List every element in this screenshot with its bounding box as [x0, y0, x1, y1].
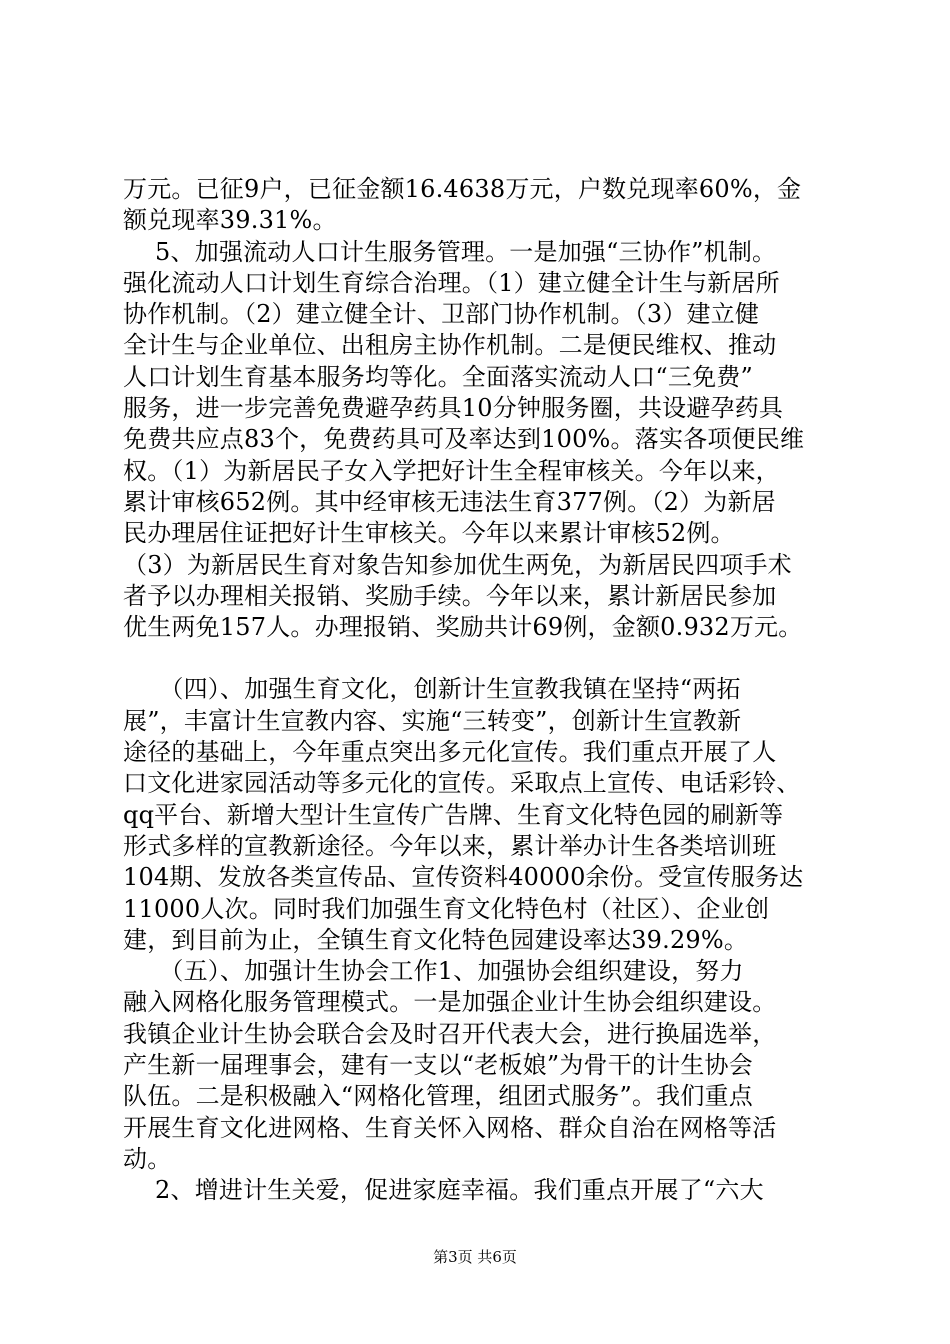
text-line: （四）、加强生育文化，创新计生宣教我镇在坚持“两拓	[123, 675, 741, 704]
text-line: 我镇企业计生协会联合会及时召开代表大会，进行换届选举，	[123, 1019, 777, 1048]
text-line: 展”，丰富计生宣教内容、实施“三转变”，创新计生宣教新	[123, 706, 742, 735]
text-line: （3）为新居民生育对象告知参加优生两免，为新居民四项手术	[123, 550, 792, 579]
text-line: 形式多样的宣教新途径。今年以来，累计举办计生各类培训班	[123, 831, 777, 860]
text-line: 权。（1）为新居民子女入学把好计生全程审核关。今年以来，	[123, 456, 780, 485]
text-line: 服务，进一步完善免费避孕药具10分钟服务圈，共设避孕药具	[123, 394, 784, 423]
text-line: （五）、加强计生协会工作1、加强协会组织建设，努力	[123, 957, 744, 986]
text-line: 免费共应点83个，免费药具可及率达到100%。落实各项便民维	[123, 425, 805, 454]
text-line: 建，到目前为止，全镇生育文化特色园建设率达39.29%。	[123, 925, 749, 954]
text-line: 口文化进家园活动等多元化的宣传。采取点上宣传、电话彩铃、	[123, 769, 801, 798]
text-line: 累计审核652例。其中经审核无违法生育377例。（2）为新居	[123, 487, 776, 516]
text-line: 产生新一届理事会，建有一支以“老板娘”为骨干的计生协会	[123, 1051, 753, 1080]
text-line: 额兑现率39.31%。	[123, 206, 337, 235]
text-line: 开展生育文化进网格、生育关怀入网格、群众自治在网格等活	[123, 1113, 777, 1142]
text-line: 万元。已征9户，已征金额16.4638万元，户数兑现率60%，金	[123, 175, 802, 203]
document-body	[123, 174, 830, 1207]
text-line: 104期、发放各类宣传品、宣传资料40000余份。受宣传服务达	[123, 863, 804, 892]
text-line: 者予以办理相关报销、奖励手续。今年以来，累计新居民参加	[123, 581, 777, 610]
text-line: 协作机制。（2）建立健全计、卫部门协作机制。（3）建立健	[123, 300, 760, 329]
text-line: 5、加强流动人口计生服务管理。一是加强“三协作”机制。	[123, 237, 777, 266]
page-number-footer: 第3页 共6页	[433, 1248, 517, 1266]
text-line: 民办理居住证把好计生审核关。今年以来累计审核52例。	[123, 519, 735, 548]
text-line: 全计生与企业单位、出租房主协作机制。二是便民维权、推动	[123, 331, 777, 360]
text-line: 优生两免157人。办理报销、奖励共计69例，金额0.932万元。	[123, 613, 803, 642]
text-line: 2、增进计生关爱，促进家庭幸福。我们重点开展了“六大	[123, 1176, 764, 1205]
text-line: 队伍。二是积极融入“网格化管理，组团式服务”。我们重点	[123, 1082, 753, 1111]
text-line: 强化流动人口计划生育综合治理。（1）建立健全计生与新居所	[123, 268, 780, 297]
text-line: 动。	[123, 1144, 172, 1173]
text-line: 途径的基础上，今年重点突出多元化宣传。我们重点开展了人	[123, 738, 777, 767]
text-line: qq平台、新增大型计生宣传广告牌、生育文化特色园的刷新等	[123, 800, 784, 829]
paragraph-gap	[123, 643, 830, 674]
text-line: 融入网格化服务管理模式。一是加强企业计生协会组织建设。	[123, 988, 777, 1017]
text-line: 11000人次。同时我们加强生育文化特色村（社区）、企业创	[123, 894, 770, 923]
text-line: 人口计划生育基本服务均等化。全面落实流动人口“三免费”	[123, 362, 753, 391]
